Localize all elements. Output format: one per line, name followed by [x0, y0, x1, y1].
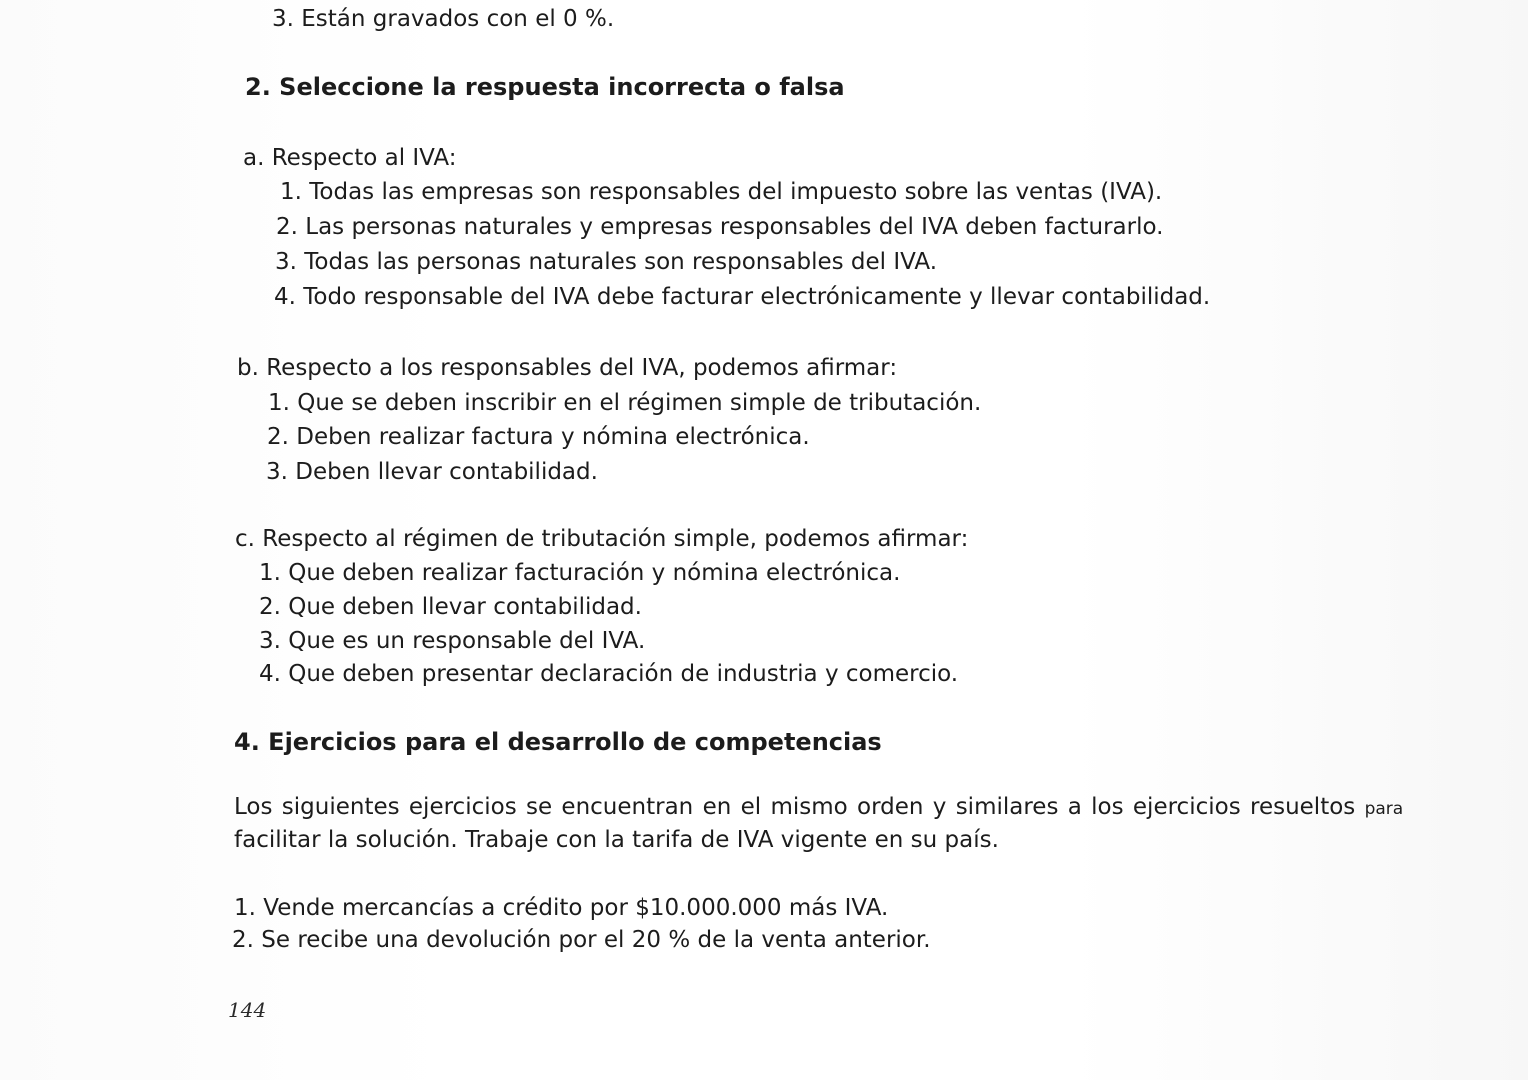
question-c-option-3: 3. Que es un responsable del IVA. — [259, 628, 646, 654]
question-c-option-2: 2. Que deben llevar contabilidad. — [259, 594, 642, 620]
question-b-prompt: b. Respecto a los responsables del IVA, podemos afirmar: — [237, 355, 898, 381]
section-4-intro-line-1 — [234, 792, 1403, 824]
question-c-prompt: c. Respecto al régimen de tributación simple, podemos afirmar: — [235, 526, 969, 552]
section-4-heading: 4. Ejercicios para el desarrollo de competencias — [234, 728, 882, 756]
question-a-option-2: 2. Las personas naturales y empresas responsables del IVA deben facturarlo. — [276, 214, 1164, 240]
question-a-option-3: 3. Todas las personas naturales son responsables del IVA. — [275, 249, 938, 275]
question-a-option-4: 4. Todo responsable del IVA debe facturar electrónicamente y llevar contabilidad. — [274, 284, 1211, 310]
question-a-option-1: 1. Todas las empresas son responsables del impuesto sobre las ventas (IVA). — [280, 179, 1163, 205]
page-number: 144 — [228, 998, 267, 1022]
section-4-intro-line-2: facilitar la solución. Trabaje con la tarifa de IVA vigente en su país. — [234, 827, 999, 853]
question-b-option-2: 2. Deben realizar factura y nómina electrónica. — [267, 424, 810, 450]
intro-line-1-text: Los siguientes ejercicios se encuentran en el mismo orden y similares a los ejercicios resueltos — [234, 794, 1356, 820]
previous-answer-option: 3. Están gravados con el 0 %. — [272, 6, 615, 32]
question-a-prompt: a. Respecto al IVA: — [243, 145, 457, 171]
section-2-heading: 2. Seleccione la respuesta incorrecta o falsa — [245, 73, 845, 101]
exercise-2: 2. Se recibe una devolución por el 20 % de la venta anterior. — [232, 927, 931, 953]
question-b-option-3: 3. Deben llevar contabilidad. — [266, 459, 598, 485]
exercise-1: 1. Vende mercancías a crédito por $10.000.000 más IVA. — [234, 895, 889, 921]
question-b-option-1: 1. Que se deben inscribir en el régimen simple de tributación. — [268, 390, 982, 416]
question-c-option-1: 1. Que deben realizar facturación y nómina electrónica. — [259, 560, 901, 586]
question-c-option-4: 4. Que deben presentar declaración de industria y comercio. — [259, 661, 959, 687]
intro-line-1-tail: para — [1364, 799, 1404, 819]
